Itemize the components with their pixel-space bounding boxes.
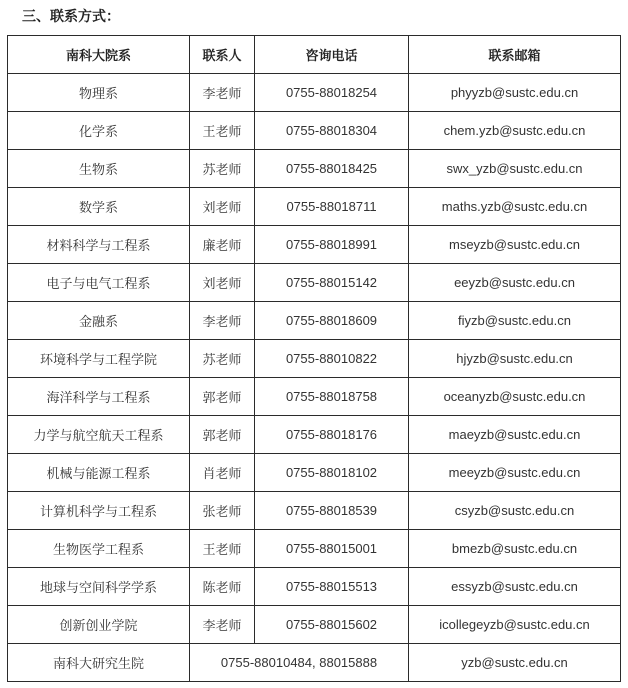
- phone-cell: 0755-88018176: [255, 416, 409, 454]
- dept-cell: 生物系: [8, 150, 190, 188]
- section-title: 三、联系方式：: [22, 9, 120, 25]
- phone-cell: 0755-88018991: [255, 226, 409, 264]
- table-row: [8, 340, 621, 378]
- contact-cell: 李老师: [190, 302, 255, 340]
- table-row: [8, 74, 621, 112]
- dept-cell: 化学系: [8, 112, 190, 150]
- dept-cell: 生物医学工程系: [8, 530, 190, 568]
- email-cell: maths.yzb@sustc.edu.cn: [409, 188, 621, 226]
- email-cell: phyyzb@sustc.edu.cn: [409, 74, 621, 112]
- table-row: [8, 606, 621, 644]
- table-row: [8, 226, 621, 264]
- header-dept: 南科大院系: [8, 36, 190, 74]
- table-row: [8, 264, 621, 302]
- table-row-graduate-school: [8, 644, 621, 682]
- email-cell: swx_yzb@sustc.edu.cn: [409, 150, 621, 188]
- phone-cell: 0755-88015602: [255, 606, 409, 644]
- dept-cell: 南科大研究生院: [8, 644, 190, 682]
- contact-cell: 郭老师: [190, 416, 255, 454]
- email-cell: essyzb@sustc.edu.cn: [409, 568, 621, 606]
- phone-cell: 0755-88018609: [255, 302, 409, 340]
- email-cell: oceanyzb@sustc.edu.cn: [409, 378, 621, 416]
- email-cell: chem.yzb@sustc.edu.cn: [409, 112, 621, 150]
- table-row: [8, 492, 621, 530]
- contact-cell: 肖老师: [190, 454, 255, 492]
- email-cell: maeyzb@sustc.edu.cn: [409, 416, 621, 454]
- phone-cell: 0755-88018539: [255, 492, 409, 530]
- dept-cell: 海洋科学与工程系: [8, 378, 190, 416]
- email-cell: csyzb@sustc.edu.cn: [409, 492, 621, 530]
- contact-cell: 刘老师: [190, 264, 255, 302]
- contact-cell: 王老师: [190, 530, 255, 568]
- email-cell: mseyzb@sustc.edu.cn: [409, 226, 621, 264]
- header-contact: 联系人: [190, 36, 255, 74]
- table-row: [8, 302, 621, 340]
- contact-cell: 苏老师: [190, 150, 255, 188]
- phone-cell: 0755-88015513: [255, 568, 409, 606]
- dept-cell: 数学系: [8, 188, 190, 226]
- table-row: [8, 454, 621, 492]
- contact-cell: 李老师: [190, 74, 255, 112]
- header-email: 联系邮箱: [409, 36, 621, 74]
- dept-cell: 计算机科学与工程系: [8, 492, 190, 530]
- email-cell: bmezb@sustc.edu.cn: [409, 530, 621, 568]
- table-row: [8, 112, 621, 150]
- table-row: [8, 188, 621, 226]
- email-cell: meeyzb@sustc.edu.cn: [409, 454, 621, 492]
- table-row: [8, 378, 621, 416]
- email-cell: yzb@sustc.edu.cn: [409, 644, 621, 682]
- phone-cell: 0755-88015001: [255, 530, 409, 568]
- contact-cell: 刘老师: [190, 188, 255, 226]
- table-header-row: [8, 36, 621, 74]
- contact-cell: 王老师: [190, 112, 255, 150]
- phone-cell: 0755-88010822: [255, 340, 409, 378]
- phone-cell: 0755-88018758: [255, 378, 409, 416]
- contact-cell: 廉老师: [190, 226, 255, 264]
- phone-cell-merged: 0755-88010484, 88015888: [190, 644, 409, 682]
- phone-cell: 0755-88018304: [255, 112, 409, 150]
- contact-cell: 郭老师: [190, 378, 255, 416]
- table-row: [8, 416, 621, 454]
- phone-cell: 0755-88018254: [255, 74, 409, 112]
- phone-cell: 0755-88018102: [255, 454, 409, 492]
- dept-cell: 电子与电气工程系: [8, 264, 190, 302]
- email-cell: eeyzb@sustc.edu.cn: [409, 264, 621, 302]
- dept-cell: 创新创业学院: [8, 606, 190, 644]
- dept-cell: 金融系: [8, 302, 190, 340]
- email-cell: icollegeyzb@sustc.edu.cn: [409, 606, 621, 644]
- dept-cell: 材料科学与工程系: [8, 226, 190, 264]
- table-row: [8, 530, 621, 568]
- dept-cell: 物理系: [8, 74, 190, 112]
- table-row: [8, 568, 621, 606]
- table-row: [8, 150, 621, 188]
- dept-cell: 环境科学与工程学院: [8, 340, 190, 378]
- email-cell: hjyzb@sustc.edu.cn: [409, 340, 621, 378]
- contact-cell: 陈老师: [190, 568, 255, 606]
- contact-cell: 张老师: [190, 492, 255, 530]
- phone-cell: 0755-88018425: [255, 150, 409, 188]
- dept-cell: 地球与空间科学学系: [8, 568, 190, 606]
- contact-table: [7, 35, 621, 682]
- dept-cell: 机械与能源工程系: [8, 454, 190, 492]
- contact-cell: 李老师: [190, 606, 255, 644]
- phone-cell: 0755-88015142: [255, 264, 409, 302]
- email-cell: fiyzb@sustc.edu.cn: [409, 302, 621, 340]
- dept-cell: 力学与航空航天工程系: [8, 416, 190, 454]
- phone-cell: 0755-88018711: [255, 188, 409, 226]
- contact-cell: 苏老师: [190, 340, 255, 378]
- header-phone: 咨询电话: [255, 36, 409, 74]
